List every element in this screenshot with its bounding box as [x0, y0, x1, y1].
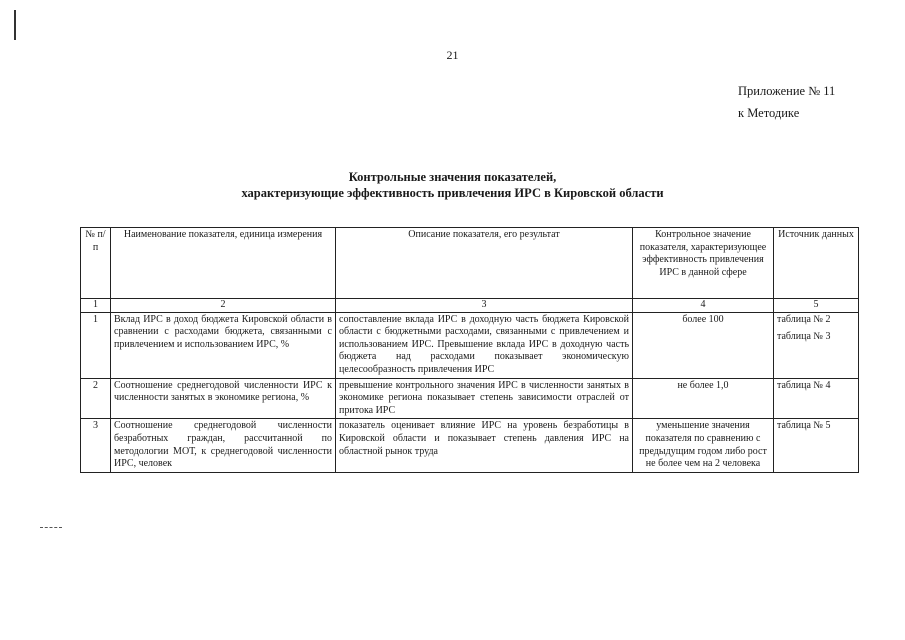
column-number: 1: [81, 299, 111, 313]
row-number: 1: [81, 312, 111, 378]
title-line-2: характеризующие эффективность привлечения ИРС в Кировской области: [241, 186, 664, 200]
appendix-line-1: Приложение № 11: [738, 84, 836, 98]
indicator-control-value: более 100: [633, 312, 774, 378]
table-header-row: [81, 228, 859, 299]
indicator-name: Вклад ИРС в доход бюджета Кировской области в сравнении с расходами бюджета, связанными с привлечением и использованием ИРС, %: [111, 312, 336, 378]
column-number-row: [81, 299, 859, 313]
column-number: 2: [111, 299, 336, 313]
scan-dash-mark: [40, 527, 62, 529]
document-title: [0, 169, 905, 201]
header-cell-source: Источник данных: [774, 228, 859, 299]
indicator-description: показатель оценивает влияние ИРС на уровень безработицы в Кировской области и показывает степень давления ИРС на областной рынок труда: [336, 419, 633, 472]
indicator-name: Соотношение среднегодовой численности ИРС к численности занятых в экономике региона, %: [111, 378, 336, 419]
appendix-line-2: к Методике: [738, 106, 800, 120]
indicators-table: [80, 227, 859, 473]
header-cell-number: № п/п: [81, 228, 111, 299]
indicator-source: [774, 312, 859, 378]
row-number: 3: [81, 419, 111, 472]
column-number: 3: [336, 299, 633, 313]
header-cell-description: Описание показателя, его результат: [336, 228, 633, 299]
row-number: 2: [81, 378, 111, 419]
indicator-description: превышение контрольного значения ИРС в численности занятых в экономике региона показывает степень зависимости отраслей от притока ИРС: [336, 378, 633, 419]
header-cell-name: Наименование показателя, единица измерения: [111, 228, 336, 299]
source-reference: таблица № 3: [777, 331, 831, 343]
indicator-control-value: уменьшение значения показателя по сравнению с предыдущим годом либо рост не более чем на 2 человека: [633, 419, 774, 472]
table-row: [81, 378, 859, 419]
page-number: 21: [446, 48, 459, 62]
column-number: 4: [633, 299, 774, 313]
indicator-control-value: не более 1,0: [633, 378, 774, 419]
indicator-source: [774, 419, 859, 472]
indicator-description: сопоставление вклада ИРС в доходную часть бюджета Кировской области с бюджетными расходами, связанными с привлечением и использованием ИРС. Превышение вклада ИРС в доходную часть бюджета над расходами показывает экономическую целесообразность привлечения ИРС: [336, 312, 633, 378]
table-row: [81, 419, 859, 472]
title-line-1: Контрольные значения показателей,: [348, 170, 557, 184]
indicator-name: Соотношение среднегодовой численности безработных граждан, рассчитанной по методологии МОТ, к среднегодовой численности ИРС, человек: [111, 419, 336, 472]
header-cell-control-value: Контрольное значение показателя, характеризующее эффективность привлечения ИРС в данной сфере: [633, 228, 774, 299]
table-row: [81, 312, 859, 378]
scan-edge-mark: [14, 10, 16, 40]
source-reference: таблица № 5: [777, 420, 831, 432]
source-reference: таблица № 4: [777, 379, 831, 391]
appendix-note: [738, 80, 835, 124]
source-reference: таблица № 2: [777, 313, 831, 325]
indicator-source: [774, 378, 859, 419]
column-number: 5: [774, 299, 859, 313]
